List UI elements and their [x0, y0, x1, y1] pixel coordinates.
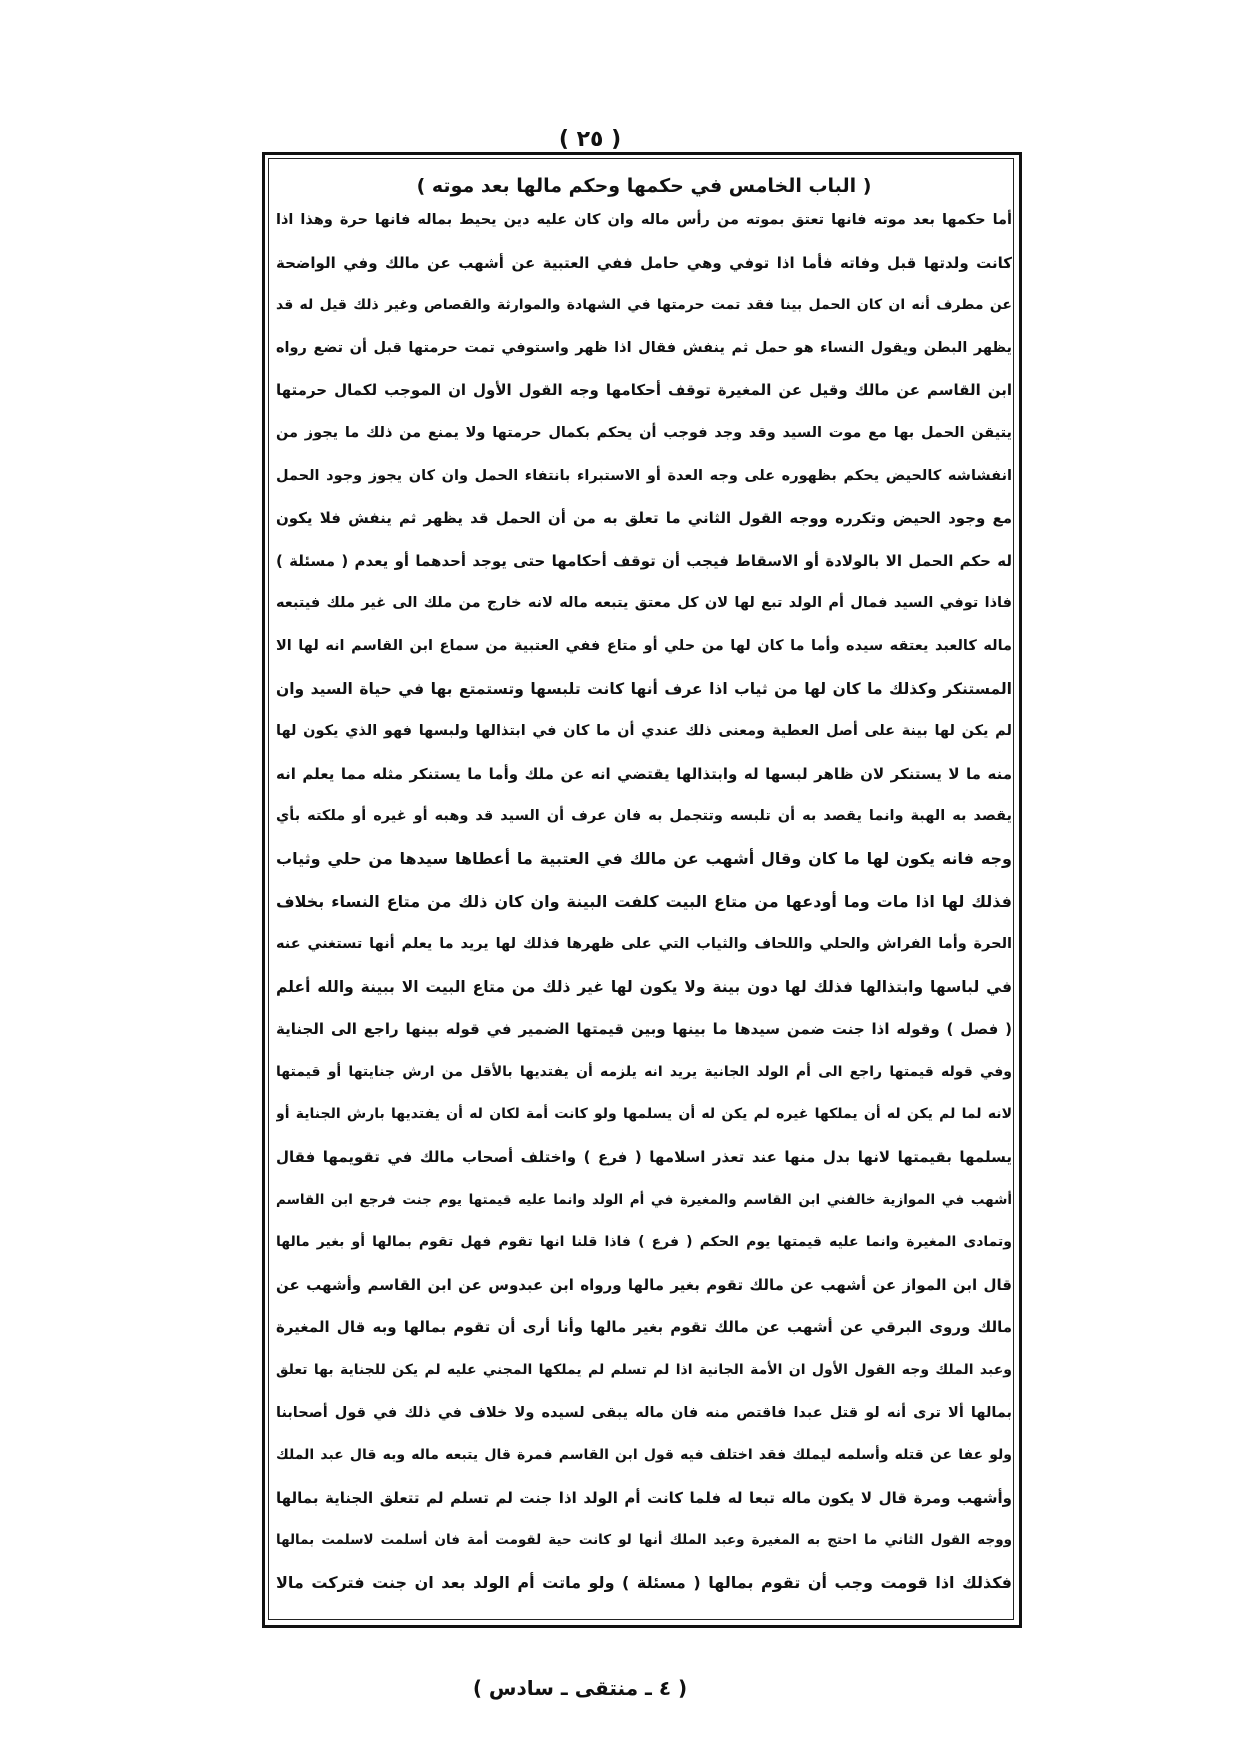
- text-line: قال ابن المواز عن أشهب عن مالك تقوم بغير مالها ورواه ابن عبدوس عن ابن القاسم وأشهب عن: [276, 1275, 1012, 1294]
- text-line: لانه لما لم يكن له أن يملكها غيره لم يكن له أن يسلمها ولو كانت أمة لكان له أن يفتديها بارش الجناية أو: [276, 1106, 1012, 1123]
- signature-footer: ( ٤ ـ منتقى ـ سادس ): [472, 1676, 688, 1700]
- text-line: كانت ولدتها قبل وفاته فأما اذا توفي وهي حامل ففي العتبية عن أشهب عن مالك وفي الواضحة: [276, 253, 1012, 272]
- text-line: بمالها ألا ترى أنه لو قتل عبدا فاقتص منه فان ماله يبقى لسيده ولا خلاف في ذلك في قول أصحابنا: [276, 1404, 1012, 1421]
- text-line: انفشاشه كالحيض يحكم بظهوره على وجه العدة أو الاستبراء بانتفاء الحمل وان كان يجوز وجود الحمل: [276, 467, 1012, 484]
- text-line: فاذا توفي السيد فمال أم الولد تبع لها لان كل معتق يتبعه ماله لانه خارج من ملك الى غير ملك فيتبعه: [276, 595, 1012, 612]
- text-line: الحرة وأما الفراش والحلي واللحاف والثياب التي على ظهرها فذلك لها يريد ما يعلم أنها تستغني عنه: [276, 936, 1012, 953]
- text-line: لم يكن لها بينة على أصل العطية ومعنى ذلك عندي أن ما كان في ابتذالها ولبسها فهو الذي يكون لها: [276, 723, 1012, 740]
- text-line: مع وجود الحيض وتكرره ووجه القول الثاني ما تعلق به من أن الحمل قد يظهر ثم ينفش فلا يكون: [276, 509, 1012, 528]
- text-line: عن مطرف أنه ان كان الحمل بينا فقد تمت حرمتها في الشهادة والموارثة والقصاص وغير ذلك قيل له قد: [276, 297, 1012, 314]
- page-number: ( ٢٥ ): [558, 127, 622, 152]
- text-line: له حكم الحمل الا بالولادة أو الاسقاط فيجب أن توقف أحكامها حتى يوجد أحدهما أو يعدم ( مسئلة ): [276, 551, 1012, 570]
- text-line: وعبد الملك وجه القول الأول ان الأمة الجانية اذا لم تسلم لم يملكها المجني عليه لم يكن للجناية بها تعلق: [276, 1362, 1012, 1379]
- text-line: فذلك لها اذا مات وما أودعها من متاع البيت كلفت البينة وان كان ذلك من متاع النساء بخلاف: [276, 891, 1012, 911]
- text-line: يقصد به الهبة وانما يقصد به أن تلبسه وتتجمل به فان عرف أن السيد قد وهبه أو غيره أو ملكته بأي: [276, 808, 1012, 825]
- text-line: ( فصل ) وقوله اذا جنت ضمن سيدها ما بينها وبين قيمتها الضمير في قوله بينها راجع الى الجناية: [276, 1020, 1012, 1039]
- chapter-heading: ( الباب الخامس في حكمها وحكم مالها بعد موته ): [416, 175, 872, 197]
- text-line: يتيقن الحمل بها مع موت السيد وقد وجد فوجب أن يحكم بكمال حرمتها ولا يمنع من ذلك ما يجوز من: [276, 424, 1012, 441]
- text-line: ابن القاسم عن مالك وقيل عن المغيرة توقف أحكامها وجه القول الأول ان الموجب لكمال حرمتها: [276, 381, 1012, 400]
- text-line: ولو عفا عن قتله وأسلمه ليملك فقد اختلف فيه قول ابن القاسم فمرة قال يتبعه ماله وبه قال عبد الملك: [276, 1447, 1012, 1464]
- text-line: فكذلك اذا قومت وجب أن تقوم بمالها ( مسئلة ) ولو ماتت أم الولد بعد ان جنت فتركت مالا: [276, 1573, 1012, 1592]
- text-line: المستنكر وكذلك ما كان لها من ثياب اذا عرف أنها كانت تلبسها وتستمتع بها في حياة السيد وان: [276, 679, 1012, 698]
- text-line: وتمادى المغيرة وانما عليه قيمتها يوم الحكم ( فرع ) فاذا قلنا انها تقوم فهل تقوم بمالها أو بغير مالها: [276, 1234, 1012, 1251]
- text-line: أشهب في الموازية خالفني ابن القاسم والمغيرة في أم الولد وانما عليه قيمتها يوم جنت فرجع ابن القاسم: [276, 1191, 1012, 1208]
- text-line: ماله كالعبد يعتقه سيده وأما ما كان لها من حلي أو متاع ففي العتبية من سماع ابن القاسم انه لها الا: [276, 637, 1012, 654]
- text-line: يظهر البطن ويقول النساء هو حمل ثم ينفش فقال اذا ظهر واستوفي تمت حرمتها قبل أن تضع رواه: [276, 339, 1012, 356]
- text-line: وفي قوله قيمتها راجع الى أم الولد الجانية يريد انه يلزمه أن يفتديها بالأقل من ارش جنايتها أو قيمتها: [276, 1063, 1012, 1080]
- text-line: مالك وروى البرقي عن أشهب عن مالك تقوم بغير مالها وأنا أرى أن تقوم بمالها وبه قال المغيرة: [276, 1318, 1012, 1337]
- text-line: وجه فانه يكون لها ما كان وقال أشهب عن مالك في العتبية ما أعطاها سيدها من حلي وثياب: [276, 848, 1012, 868]
- text-line: يسلمها بقيمتها لانها بدل منها عند تعذر اسلامها ( فرع ) واختلف أصحاب مالك في تقويمها فقال: [276, 1148, 1012, 1167]
- text-line: أما حكمها بعد موته فانها تعتق بموته من رأس ماله وان كان عليه دين يحيط بماله فانها حرة وهذا اذا: [276, 212, 1012, 228]
- text-line: ووجه القول الثاني ما احتج به المغيرة وعبد الملك أنها لو كانت حية لقومت أمة فان أسلمت لاسلمت بمالها: [276, 1532, 1012, 1549]
- text-line: وأشهب ومرة قال لا يكون ماله تبعا له فلما كانت أم الولد اذا جنت لم تسلم لم تتعلق الجناية بمالها: [276, 1488, 1012, 1507]
- body-text: [276, 199, 1012, 1605]
- text-line: في لباسها وابتذالها فذلك لها دون بينة ولا يكون لها غير ذلك من متاع البيت الا ببينة والله أعلم: [276, 977, 1012, 996]
- text-line: منه ما لا يستنكر لان ظاهر لبسها له وابتذالها يقتضي انه عن ملك وأما ما يستنكر مثله مما يعلم انه: [276, 764, 1012, 783]
